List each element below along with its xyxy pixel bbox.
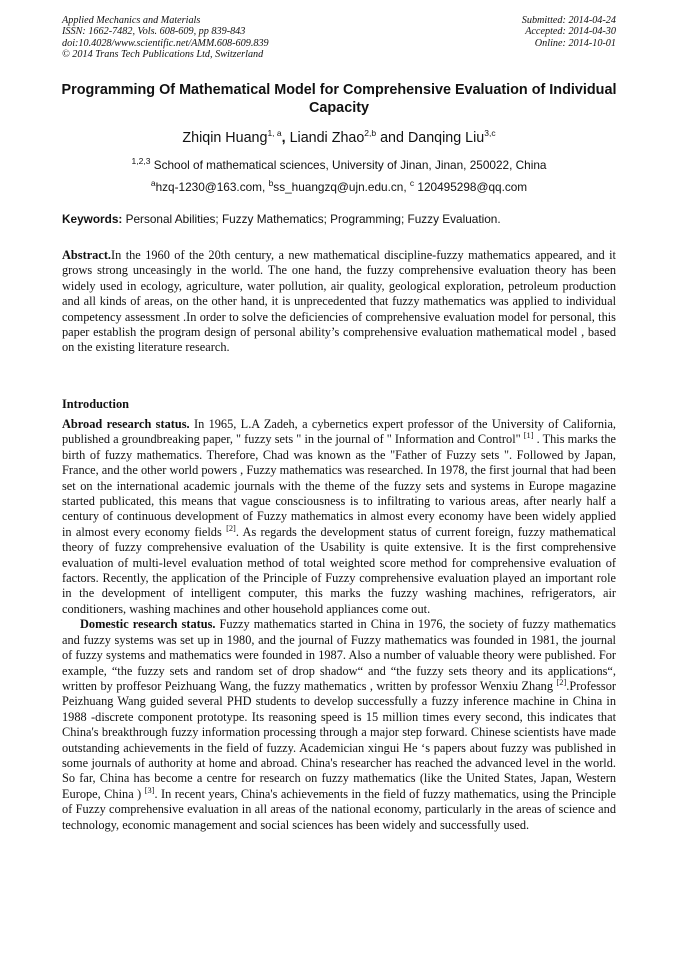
abstract-label: Abstract. [62, 248, 112, 262]
online-date: Online: 2014-10-01 [534, 37, 616, 49]
paragraph-label: Abroad research status. [62, 417, 190, 431]
author-list [0, 128, 678, 146]
author-name: Danqing Liu [407, 129, 485, 146]
citation-ref: [2] [226, 523, 236, 533]
paper-title: Programming Of Mathematical Model for Comprehensive Evaluation of Individual Capacity [61, 82, 617, 116]
submitted-date: Submitted: 2014-04-24 [521, 15, 616, 26]
email-address: hzq-1230@163.com, [155, 179, 269, 194]
email-mark: b [268, 178, 274, 188]
paragraph-text: . In recent years, China's achievements in the field of fuzzy mathematics, using the Principle of Fuzzy comprehensive evaluation in all areas of the national economy, particularly in the areas of science and technology, economic management and social sciences has been widely and successfully used. [62, 786, 616, 832]
paragraph-text: . This marks the birth of fuzzy mathematics. Therefore, Chad was known as the "Father of Fuzzy sets ". Followed by Japan, France, and the other world powers , Fuzzy mathematics was researched. In 1978, the first journal that had been set on the international academic journals with the theme of the fuzzy sets and systems in Europe magazine started publicated, this means that vague consciousness is to infiltrating to various areas, after nearly half a century of continuous development of Fuzzy mathematics in almost every economy have been widely applied in almost every economy fields [62, 432, 616, 539]
accepted-date: Accepted: 2014-04-30 [525, 26, 616, 38]
abstract [62, 248, 616, 356]
copyright-line: © 2014 Trans Tech Publications Ltd, Switzerland [62, 49, 264, 61]
author-affiliation-mark: 1, a [267, 128, 282, 138]
citation-ref: [3] [144, 785, 155, 795]
affiliation-mark: 1,2,3 [131, 156, 151, 166]
journal-name: Applied Mechanics and Materials [62, 15, 201, 26]
paragraph-abroad-research [62, 417, 616, 617]
author-name: Zhiqin Huang [182, 129, 268, 146]
affiliation [0, 156, 678, 172]
citation-ref: [1] [523, 431, 534, 441]
author-affiliation-mark: 2,b [364, 128, 377, 138]
email-address: 120495298@qq.com [414, 179, 528, 194]
affiliation-text: School of mathematical sciences, University of Jinan, Jinan, 250022, China [150, 157, 547, 172]
email-mark: a [150, 178, 156, 188]
paragraph-text: Fuzzy mathematics started in China in 1976, the society of fuzzy mathematics and fuzzy systems was set up in 1980, and the journal of Fuzzy mathematics was founded in 1981, the journal of fuzzy systems and mathematics were founded in 1987. Also a number of valuable theory were published. For example, “the fuzzy sets and random set of drop shadow“ and “the fuzzy sets theory and its applications“, written by proffesor Peizhuang Wang, the fuzzy mathematics , written by professor Wenxiu Zhang [62, 617, 616, 693]
citation-ref: [2] [556, 677, 567, 687]
section-heading: Introduction [62, 397, 129, 411]
paragraph-text: .Professor Peizhuang Wang guided several PHD students to develop successfully a fuzzy inference machine in China in 1988 -discrete component prototype. Its reasoning speed is 15 million times every second, this indicates that China's breakthrough fuzzy information processing through a major step forward. Chinese scientists have made outstanding achievements in the field of fuzzy. Academician xingui He ‘s papers about fuzzy was published in some journals of authority at home and abroad. China's researcher has reached the advanced level in the world. So far, China has become a centre for research on fuzzy mathematics (like the United States, Japan, Western Europe, China ) [62, 678, 616, 801]
keywords [62, 212, 616, 226]
author-emails [0, 178, 678, 194]
paragraph-domestic-research [62, 617, 616, 833]
abstract-text: In the 1960 of the 20th century, a new mathematical discipline-fuzzy mathematics appeared, and it grows strong unceasingly in the world. The one hand, the fuzzy comprehensive evaluation theory has been widely used in ecology, agriculture, water pollution, air quality, geological exploration, petroleum production and all kinds of areas, on the other hand, it is unprecedented that fuzzy mathematics was applied to individual competency assessment .In order to solve the deficiencies of comprehensive evaluation model for personal, this paper establish the program design of personal ability’s comprehensive evaluation mathematical model , based on the existing literature research. [62, 248, 616, 355]
introduction-body [62, 417, 616, 833]
author-name: Liandi Zhao [289, 129, 365, 146]
issn-line: ISSN: 1662-7482, Vols. 608-609, pp 839-843 [62, 26, 246, 38]
doi-line: doi:10.4028/www.scientific.net/AMM.608-609.839 [62, 37, 269, 49]
author-separator: and [376, 129, 408, 146]
keywords-label: Keywords: [62, 212, 123, 226]
email-mark: c [409, 178, 415, 188]
paragraph-label: Domestic research status. [80, 617, 216, 632]
keywords-text: Personal Abilities; Fuzzy Mathematics; Programming; Fuzzy Evaluation. [122, 212, 501, 226]
paragraph-text: . As regards the development status of current foreign, fuzzy mathematical theory of fuzzy comprehensive evaluation of the Usability is quite extensive. It is the first comprehensive evaluation of multi-level evaluation method of total weighted score method for comprehensive evaluation of factors. Recently, the application of the Principle of Fuzzy comprehensive evaluation played an important role in the development of intelligent computer, this marks the fuzzy washing machines, refrigerators, air conditioners, washing machines and other household appliances come out. [62, 524, 617, 616]
paragraph-text: In 1965, L.A Zadeh, a cybernetics expert professor of the University of California, published a groundbreaking paper, " fuzzy sets " in the journal of " Information and Control" [62, 417, 617, 447]
author-separator: , [281, 129, 290, 146]
journal-info [62, 15, 269, 61]
email-address: ss_huangzq@ujn.edu.cn, [273, 179, 410, 194]
publication-dates [522, 15, 616, 49]
author-affiliation-mark: 3,c [484, 128, 496, 138]
